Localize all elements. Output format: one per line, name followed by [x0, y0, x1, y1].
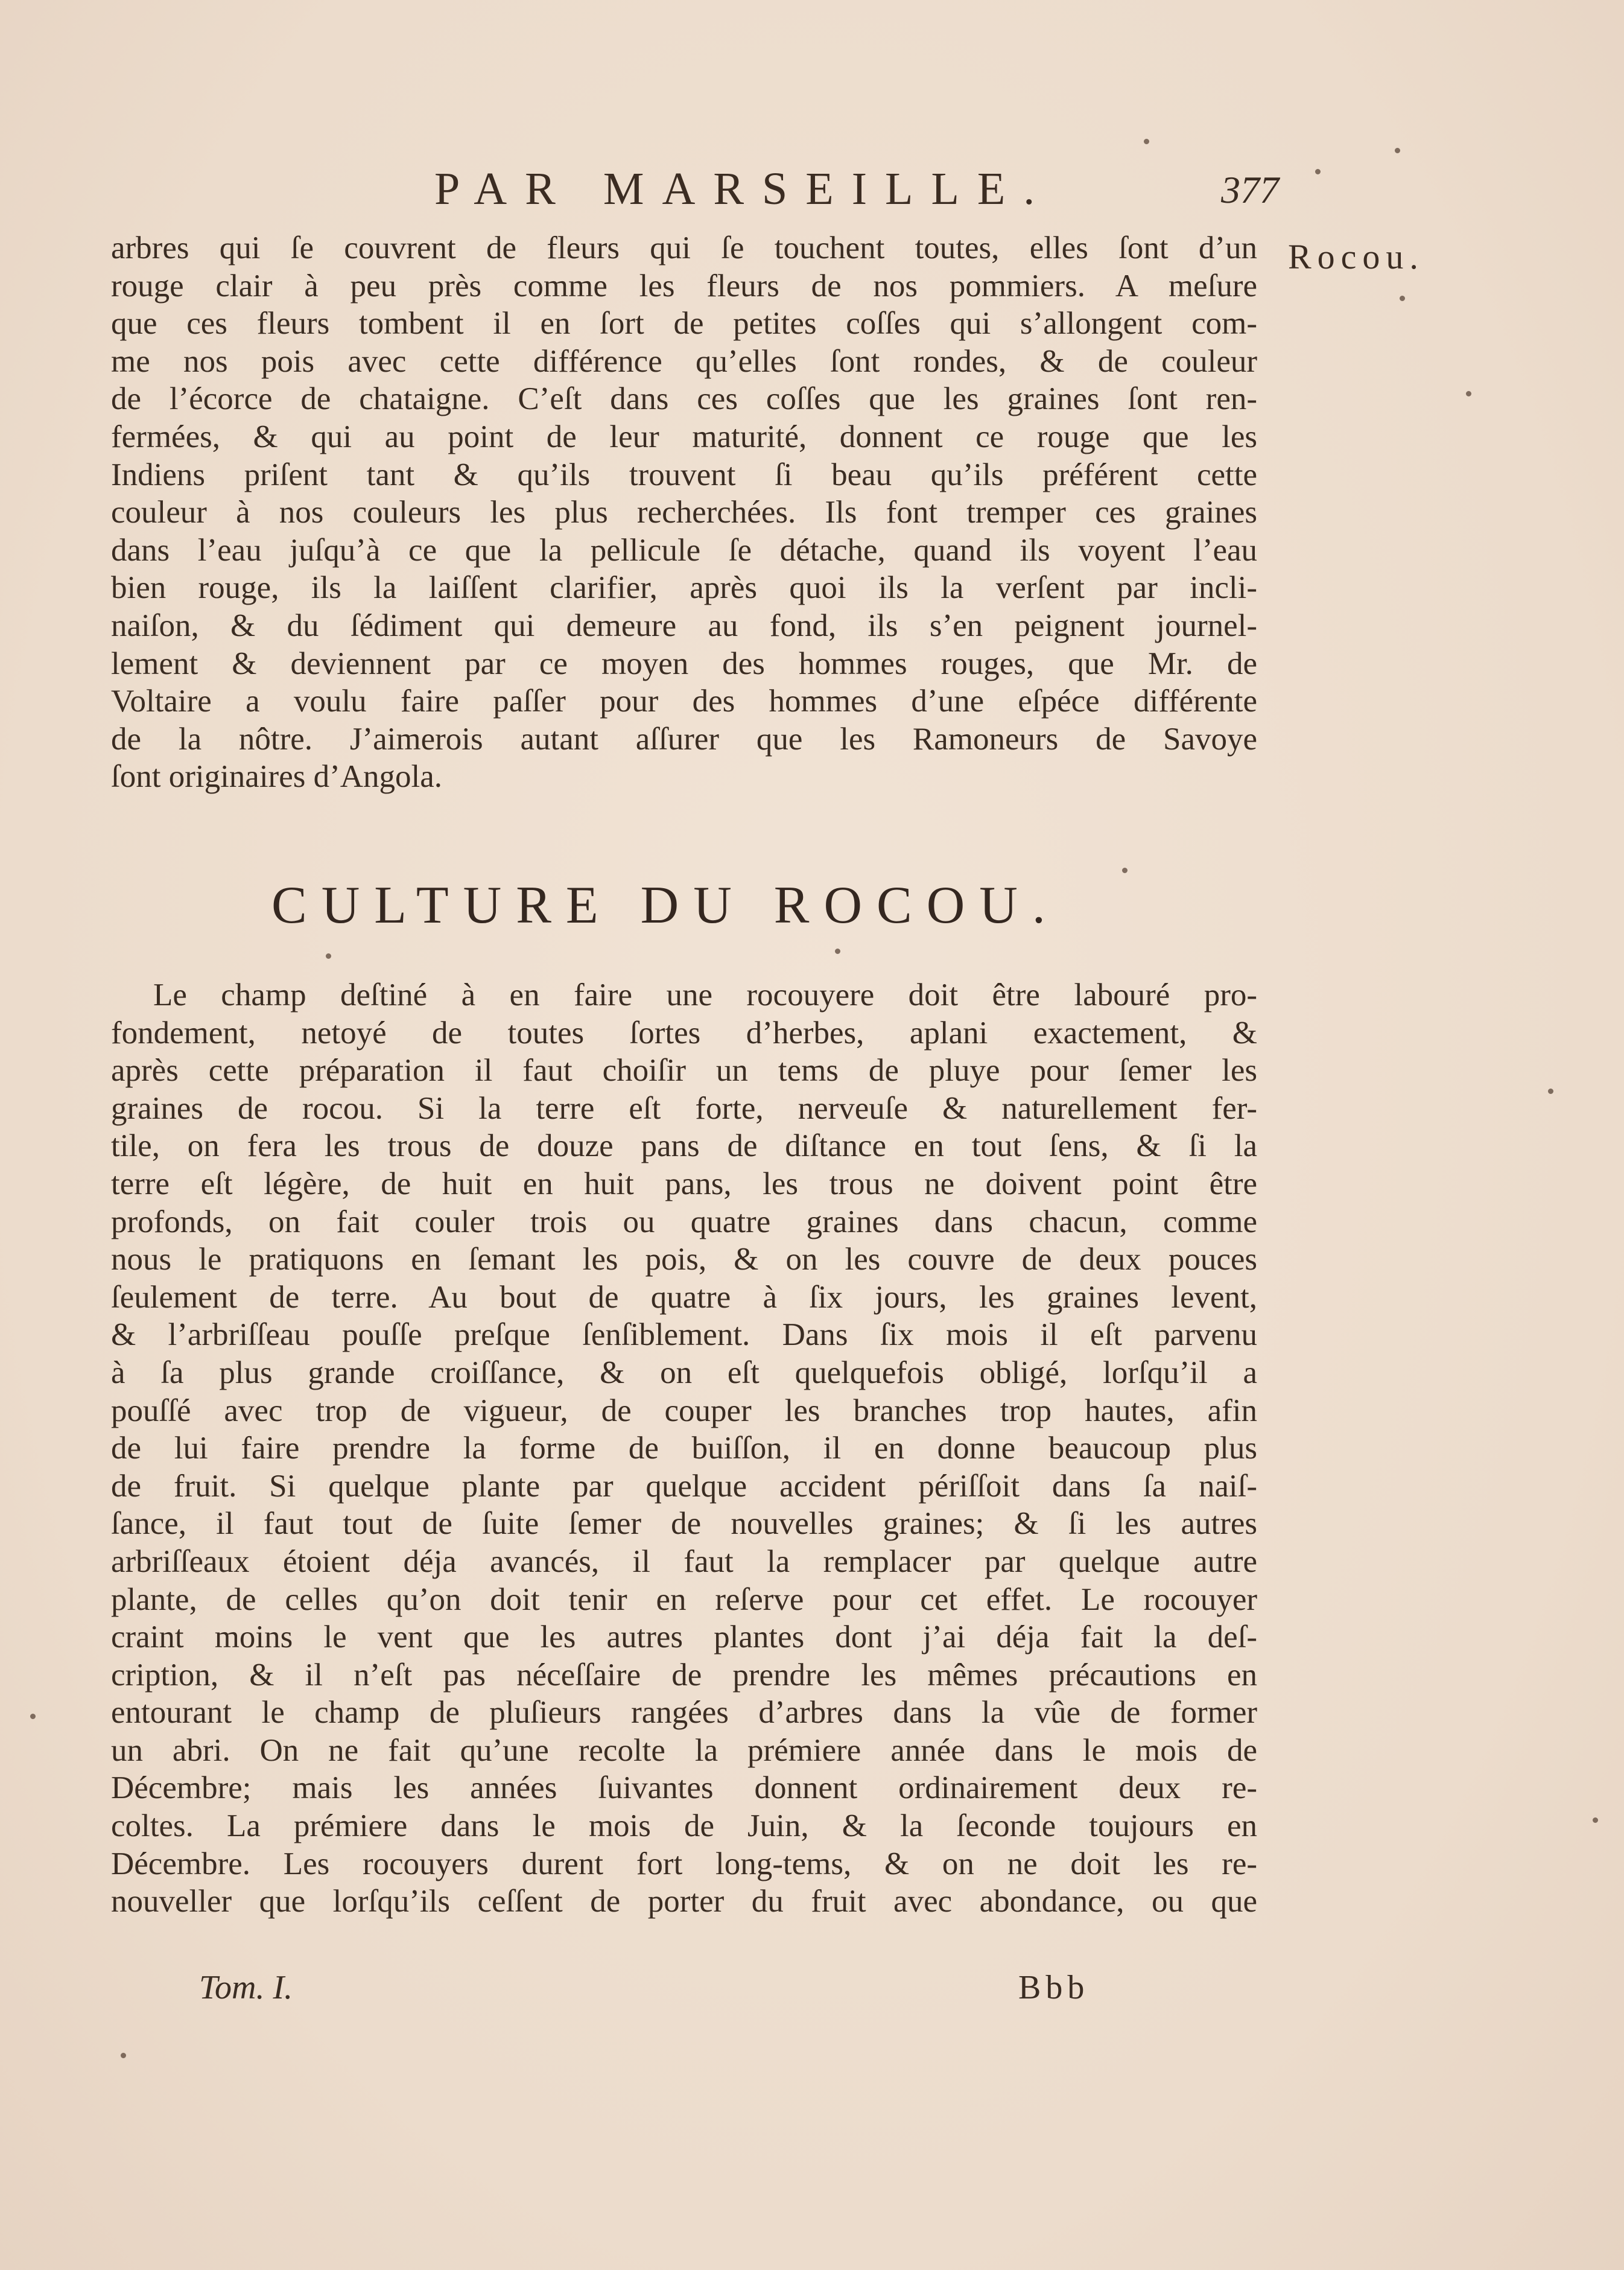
text-line: nous le pratiquons en ſemant les pois, & on les couvre de deux pouces — [111, 1242, 1257, 1277]
text-line: un abri. On ne fait qu’une recolte la prémiere année dans le mois de — [111, 1732, 1257, 1768]
text-line: Le champ deſtiné à en faire une rocouyere doit être labouré pro- — [153, 978, 1257, 1013]
paper-speck — [1395, 148, 1400, 153]
text-line: de fruit. Si quelque plante par quelque accident périſſoit dans ſa naiſ- — [111, 1468, 1257, 1504]
text-line: & l’arbriſſeau pouſſe preſque ſenſiblement. Dans ſix mois il eſt parvenu — [111, 1317, 1257, 1353]
text-line: Décembre; mais les années ſuivantes donnent ordinairement deux re- — [111, 1770, 1257, 1806]
paper-speck — [30, 1714, 36, 1719]
text-line: terre eſt légère, de huit en huit pans, les trous ne doivent point être — [111, 1166, 1257, 1201]
text-line: ſeulement de terre. Au bout de quatre à ſix jours, les graines levent, — [111, 1279, 1257, 1315]
paper-speck — [1315, 169, 1321, 174]
text-line: me nos pois avec cette différence qu’elles ſont rondes, & de couleur — [111, 343, 1257, 379]
paper-speck — [835, 949, 840, 954]
text-line: profonds, on fait couler trois ou quatre graines dans chacun, comme — [111, 1204, 1257, 1239]
volume-mark: Tom. I. — [199, 1969, 293, 2006]
paper-speck — [1122, 868, 1128, 873]
page-footer — [199, 1968, 1104, 2017]
margin-note: Rocou. — [1288, 237, 1424, 276]
text-line: Voltaire a voulu faire paſſer pour des hommes d’une eſpéce différente — [111, 684, 1257, 719]
text-line: de lui faire prendre la forme de buiſſon, il en donne beaucoup plus — [111, 1431, 1257, 1466]
text-line: ſance, il faut tout de ſuite ſemer de nouvelles graines; & ſi les autres — [111, 1506, 1257, 1542]
text-line: pouſſé avec trop de vigueur, de couper les branches trop hautes, afin — [111, 1393, 1257, 1428]
text-line: ſont originaires d’Angola. — [111, 759, 443, 795]
text-line: de la nôtre. J’aimerois autant aſſurer que les Ramoneurs de Savoye — [111, 721, 1257, 757]
text-line: Décembre. Les rocouyers durent fort long-tems, & on ne doit les re- — [111, 1846, 1257, 1881]
paper-speck — [1400, 296, 1405, 301]
text-line: lement & deviennent par ce moyen des hommes rouges, que Mr. de — [111, 646, 1257, 681]
text-line: Indiens priſent tant & qu’ils trouvent ſi beau qu’ils préférent cette — [111, 457, 1257, 492]
text-line: couleur à nos couleurs les plus recherchées. Ils font tremper ces graines — [111, 495, 1257, 530]
paragraph-1 — [111, 229, 1257, 796]
text-line: naiſon, & du ſédiment qui demeure au fond, ils s’en peignent journel- — [111, 608, 1257, 643]
paper-speck — [1144, 139, 1149, 144]
text-line: rouge clair à peu près comme les fleurs de nos pommiers. A meſure — [111, 268, 1257, 304]
paper-speck — [121, 2053, 126, 2058]
text-line: entourant le champ de pluſieurs rangées d’arbres dans la vûe de former — [111, 1695, 1257, 1731]
paragraph-2 — [111, 976, 1257, 1921]
text-line: arbres qui ſe couvrent de fleurs qui ſe touchent toutes, elles ſont d’un — [111, 230, 1257, 265]
text-line: arbriſſeaux étoient déja avancés, il faut la remplacer par quelque autre — [111, 1544, 1257, 1579]
text-line: bien rouge, ils la laiſſent clarifier, après quoi ils la verſent par incli- — [111, 570, 1257, 606]
section-title: CULTURE DU ROCOU. — [271, 876, 1060, 935]
page-number: 377 — [1221, 168, 1279, 211]
paper-speck — [1548, 1089, 1553, 1094]
text-line: graines de rocou. Si la terre eſt forte, nerveuſe & naturellement fer- — [111, 1090, 1257, 1126]
text-line: après cette préparation il faut choiſir un tems de pluye pour ſemer les — [111, 1053, 1257, 1089]
text-line: que ces fleurs tombent il en ſort de petites coſſes qui s’allongent com- — [111, 306, 1257, 342]
text-line: dans l’eau juſqu’à ce que la pellicule ſe détache, quand ils voyent l’eau — [111, 532, 1257, 568]
text-line: fermées, & qui au point de leur maturité, donnent ce rouge que les — [111, 419, 1257, 454]
paper-speck — [1466, 391, 1471, 396]
paper-speck — [326, 953, 331, 959]
text-line: à ſa plus grande croiſſance, & on eſt quelquefois obligé, lorſqu’il a — [111, 1355, 1257, 1390]
paper-speck — [1593, 1817, 1598, 1823]
text-line: plante, de celles qu’on doit tenir en reſerve pour cet effet. Le rocouyer — [111, 1582, 1257, 1617]
text-line: nouveller que lorſqu’ils ceſſent de porter du fruit avec abondance, ou que — [111, 1884, 1257, 1919]
page-header — [109, 163, 1279, 217]
text-line: craint moins le vent que les autres plantes dont j’ai déja fait la deſ- — [111, 1620, 1257, 1655]
text-line: cription, & il n’eſt pas néceſſaire de prendre les mêmes précautions en — [111, 1657, 1257, 1693]
text-line: fondement, netoyé de toutes ſortes d’herbes, aplani exactement, & — [111, 1015, 1257, 1051]
text-line: de l’écorce de chataigne. C’eſt dans ces coſſes que les graines ſont ren- — [111, 381, 1257, 417]
running-head: PAR MARSEILLE. — [434, 164, 1053, 214]
signature-mark: Bbb — [1018, 1969, 1090, 2006]
text-line: coltes. La prémiere dans le mois de Juin, & la ſeconde toujours en — [111, 1808, 1257, 1844]
text-line: tile, on fera les trous de douze pans de diſtance en tout ſens, & ſi la — [111, 1128, 1257, 1164]
